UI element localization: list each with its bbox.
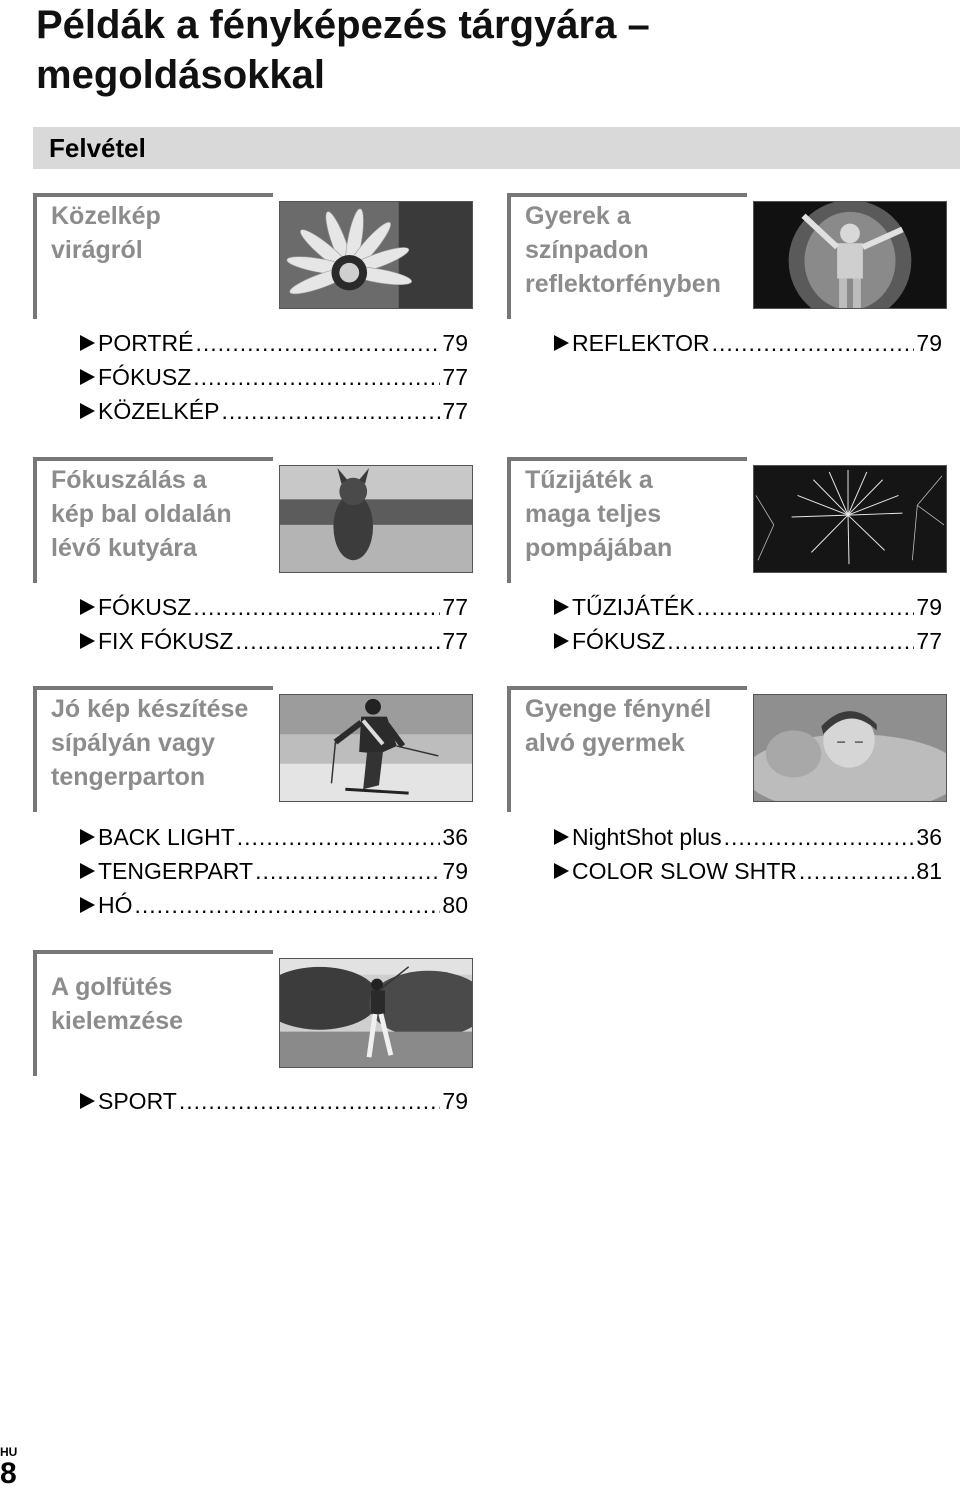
leader-dots (667, 624, 914, 658)
reference-list (554, 820, 942, 888)
scene-card-flower (33, 193, 473, 319)
reference-page: 79 (442, 1088, 468, 1114)
reference-item (80, 624, 468, 658)
card-title: Tűzijáték a maga teljes pompájában (525, 466, 673, 562)
triangle-right-icon (80, 1093, 95, 1109)
leader-dots (724, 820, 915, 854)
reference-label: HÓ (98, 892, 133, 918)
reference-item (80, 590, 468, 624)
reference-label: NightShot plus (572, 824, 722, 850)
scene-card-sleeping-child (507, 686, 947, 812)
scene-card-stage-child (507, 193, 947, 319)
reference-item (554, 854, 942, 888)
reference-label: FÓKUSZ (98, 594, 192, 620)
section-label: Felvétel (49, 133, 146, 163)
card-title: Fókuszálás a kép bal oldalán lévő kutyára (51, 466, 232, 562)
reference-page: 79 (916, 330, 942, 356)
scene-card-skier (33, 686, 473, 812)
reference-label: FÓKUSZ (98, 364, 192, 390)
card-title: Gyerek a színpadon reflektorfényben (525, 202, 721, 298)
fireworks-photo (753, 465, 947, 573)
reference-item (554, 590, 942, 624)
reference-label: TENGERPART (98, 858, 254, 884)
leader-dots (237, 820, 441, 854)
card-title: Jó kép készítése sípályán vagy tengerparton (51, 695, 249, 791)
reference-list (554, 590, 942, 658)
leader-dots (697, 590, 915, 624)
triangle-right-icon (554, 335, 569, 351)
reference-page: 36 (916, 824, 942, 850)
sleeping-child-photo (753, 694, 947, 802)
reference-page: 80 (442, 892, 468, 918)
triangle-right-icon (80, 897, 95, 913)
reference-item (80, 888, 468, 922)
card-title: A golfütés kielemzése (51, 973, 184, 1035)
card-title: Közelkép virágról (51, 202, 161, 264)
reference-item (80, 360, 468, 394)
triangle-right-icon (80, 863, 95, 879)
page-number: 8 (0, 1457, 17, 1490)
reference-item (554, 326, 942, 360)
skier-photo (279, 694, 473, 802)
reference-label: BACK LIGHT (98, 824, 235, 850)
reference-list (80, 590, 468, 658)
leader-dots (712, 326, 915, 360)
triangle-right-icon (554, 599, 569, 615)
reference-page: 77 (916, 628, 942, 654)
leader-dots (799, 854, 914, 888)
reference-item (80, 1084, 468, 1118)
scene-card-dog (33, 457, 473, 583)
reference-list (80, 820, 468, 922)
reference-page: 36 (442, 824, 468, 850)
leader-dots (179, 1084, 441, 1118)
reference-item (554, 624, 942, 658)
scene-card-golfer (33, 950, 473, 1076)
reference-label: PORTRÉ (98, 330, 194, 356)
triangle-right-icon (554, 829, 569, 845)
reference-label: FÓKUSZ (572, 628, 666, 654)
reference-item (80, 394, 468, 428)
leader-dots (135, 888, 441, 922)
reference-label: TŰZIJÁTÉK (572, 594, 695, 620)
leader-dots (193, 360, 440, 394)
reference-page: 77 (442, 364, 468, 390)
reference-page: 79 (442, 858, 468, 884)
scene-card-fireworks (507, 457, 947, 583)
reference-page: 79 (442, 330, 468, 356)
triangle-right-icon (80, 369, 95, 385)
triangle-right-icon (554, 633, 569, 649)
triangle-right-icon (554, 863, 569, 879)
reference-list (80, 1084, 468, 1118)
triangle-right-icon (80, 829, 95, 845)
language-code: HU (0, 1445, 18, 1459)
golfer-photo (279, 958, 473, 1068)
leader-dots (255, 854, 440, 888)
page-title: Példák a fényképezés tárgyára – megoldásokkal (36, 3, 650, 97)
reference-label: COLOR SLOW SHTR (572, 858, 797, 884)
section-header (33, 127, 960, 169)
reference-label: FIX FÓKUSZ (98, 628, 234, 654)
reference-item (80, 820, 468, 854)
reference-item (554, 820, 942, 854)
reference-item (80, 326, 468, 360)
reference-label: REFLEKTOR (572, 330, 710, 356)
reference-item (80, 854, 468, 888)
reference-label: KÖZELKÉP (98, 398, 220, 424)
triangle-right-icon (80, 633, 95, 649)
reference-label: SPORT (98, 1088, 177, 1114)
reference-list (554, 326, 942, 360)
card-title: Gyenge fénynél alvó gyermek (525, 695, 712, 757)
reference-list (80, 326, 468, 428)
triangle-right-icon (80, 335, 95, 351)
reference-page: 81 (916, 858, 942, 884)
reference-page: 77 (442, 628, 468, 654)
reference-page: 77 (442, 594, 468, 620)
stage-child-photo (753, 201, 947, 309)
leader-dots (235, 624, 440, 658)
reference-page: 79 (916, 594, 942, 620)
reference-page: 77 (442, 398, 468, 424)
triangle-right-icon (80, 599, 95, 615)
flower-photo (279, 201, 473, 309)
leader-dots (193, 590, 440, 624)
page-marker (0, 1446, 20, 1490)
dog-photo (279, 465, 473, 573)
leader-dots (221, 394, 440, 428)
triangle-right-icon (80, 403, 95, 419)
leader-dots (195, 326, 440, 360)
